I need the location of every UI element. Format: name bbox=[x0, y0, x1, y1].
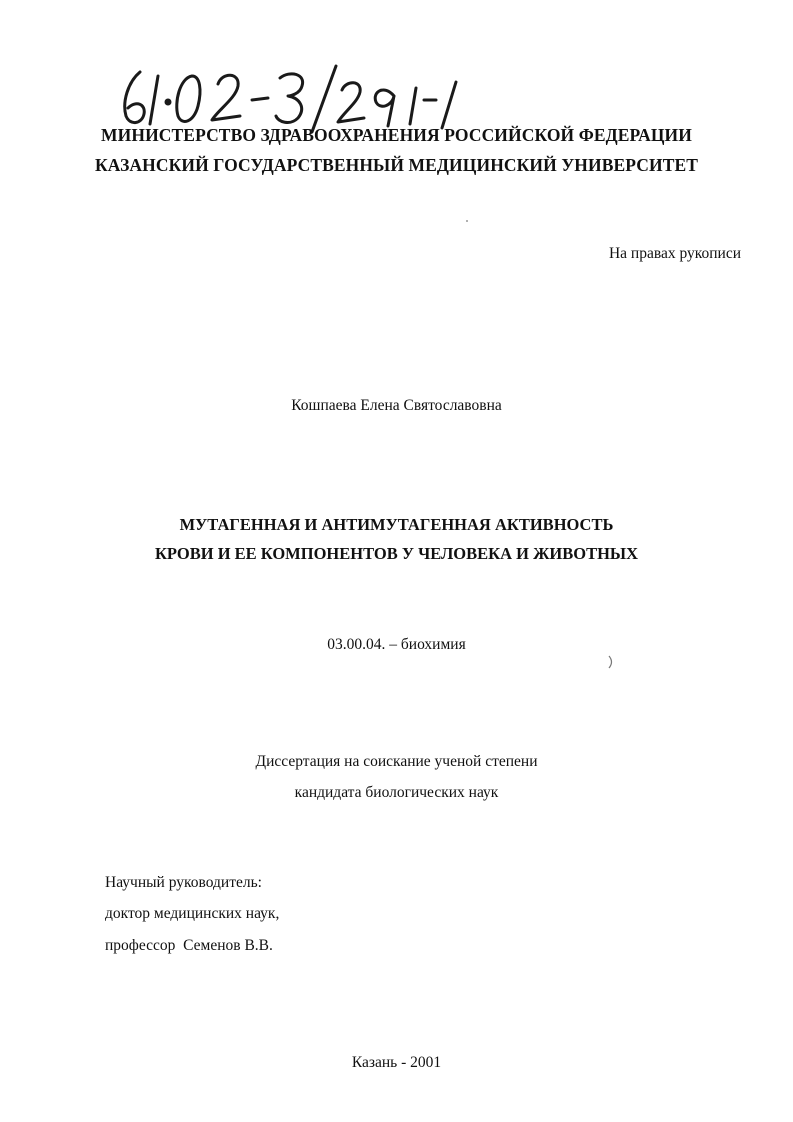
author-name: Кошпаева Елена Святославовна bbox=[291, 397, 502, 414]
dissertation-degree-line-1: Диссертация на соискание ученой степени bbox=[255, 753, 538, 770]
scan-mark bbox=[606, 654, 616, 670]
dissertation-title-line-1: МУТАГЕННАЯ И АНТИМУТАГЕННАЯ АКТИВНОСТЬ bbox=[179, 515, 614, 534]
supervisor-name: профессор Семенов В.В. bbox=[105, 937, 273, 954]
supervisor-degree: доктор медицинских наук, bbox=[105, 905, 280, 922]
supervisor-label: Научный руководитель: bbox=[105, 874, 262, 891]
dissertation-degree-line-2: кандидата биологических наук bbox=[294, 784, 499, 801]
university-name: КАЗАНСКИЙ ГОСУДАРСТВЕННЫЙ МЕДИЦИНСКИЙ УНИВЕРСИТЕТ bbox=[94, 155, 699, 175]
city-year: Казань - 2001 bbox=[351, 1054, 442, 1071]
dissertation-title-line-2: КРОВИ И ЕЕ КОМПОНЕНТОВ У ЧЕЛОВЕКА И ЖИВОТНЫХ bbox=[154, 544, 639, 563]
manuscript-note: На правах рукописи bbox=[608, 245, 741, 262]
ministry-name: МИНИСТЕРСТВО ЗДРАВООХРАНЕНИЯ РОССИЙСКОЙ ФЕДЕРАЦИИ bbox=[101, 125, 692, 145]
specialty-code: 03.00.04. – биохимия bbox=[327, 636, 466, 653]
scan-speck bbox=[466, 220, 468, 222]
